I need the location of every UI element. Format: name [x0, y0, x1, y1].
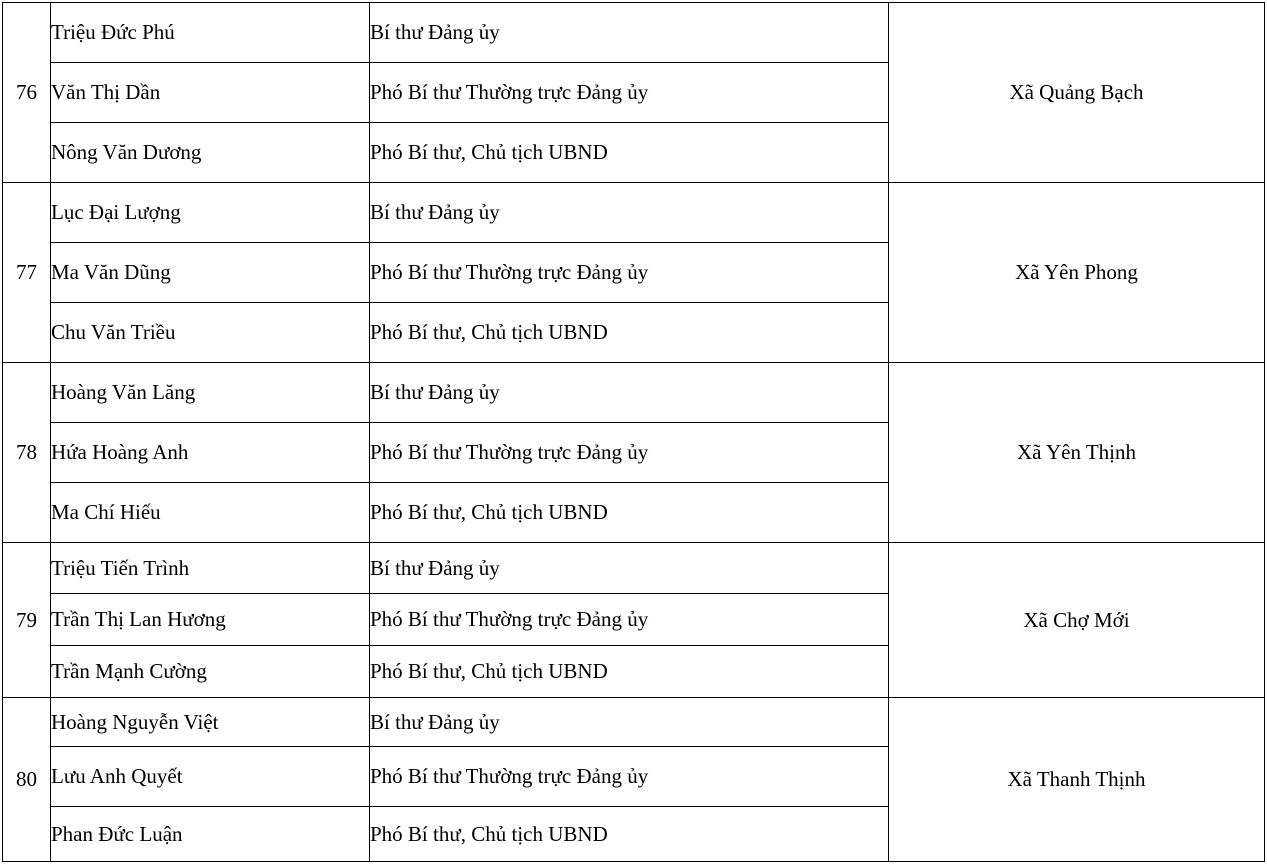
name-cell: Ma Chí Hiếu — [51, 483, 370, 543]
unit-cell: Xã Thanh Thịnh — [889, 698, 1265, 862]
table-row — [3, 363, 1265, 423]
role-cell: Phó Bí thư Thường trực Đảng ủy — [370, 747, 889, 807]
unit-cell: Xã Quảng Bạch — [889, 3, 1265, 183]
name-cell: Phan Đức Luận — [51, 807, 370, 862]
role-cell: Phó Bí thư Thường trực Đảng ủy — [370, 243, 889, 303]
name-cell: Nông Văn Dương — [51, 123, 370, 183]
role-cell: Phó Bí thư Thường trực Đảng ủy — [370, 423, 889, 483]
role-cell: Bí thư Đảng ủy — [370, 363, 889, 423]
name-cell: Lưu Anh Quyết — [51, 747, 370, 807]
table-row — [3, 698, 1265, 747]
table-row — [3, 3, 1265, 63]
name-cell: Trần Thị Lan Hương — [51, 594, 370, 646]
role-cell: Phó Bí thư Thường trực Đảng ủy — [370, 594, 889, 646]
unit-cell: Xã Chợ Mới — [889, 543, 1265, 698]
table-row — [3, 183, 1265, 243]
role-cell: Phó Bí thư, Chủ tịch UBND — [370, 123, 889, 183]
name-cell: Triệu Tiến Trình — [51, 543, 370, 594]
role-cell: Phó Bí thư, Chủ tịch UBND — [370, 807, 889, 862]
role-cell: Phó Bí thư Thường trực Đảng ủy — [370, 63, 889, 123]
role-cell: Bí thư Đảng ủy — [370, 3, 889, 63]
role-cell: Phó Bí thư, Chủ tịch UBND — [370, 303, 889, 363]
stt-cell: 80 — [3, 698, 51, 862]
name-cell: Hoàng Văn Lăng — [51, 363, 370, 423]
table-row — [3, 543, 1265, 594]
role-cell: Phó Bí thư, Chủ tịch UBND — [370, 483, 889, 543]
name-cell: Trần Mạnh Cường — [51, 646, 370, 698]
name-cell: Triệu Đức Phú — [51, 3, 370, 63]
stt-cell: 78 — [3, 363, 51, 543]
name-cell: Hứa Hoàng Anh — [51, 423, 370, 483]
role-cell: Bí thư Đảng ủy — [370, 183, 889, 243]
name-cell: Hoàng Nguyễn Việt — [51, 698, 370, 747]
name-cell: Ma Văn Dũng — [51, 243, 370, 303]
unit-cell: Xã Yên Thịnh — [889, 363, 1265, 543]
name-cell: Văn Thị Dần — [51, 63, 370, 123]
stt-cell: 76 — [3, 3, 51, 183]
stt-cell: 77 — [3, 183, 51, 363]
stt-cell: 79 — [3, 543, 51, 698]
role-cell: Bí thư Đảng ủy — [370, 698, 889, 747]
role-cell: Phó Bí thư, Chủ tịch UBND — [370, 646, 889, 698]
unit-cell: Xã Yên Phong — [889, 183, 1265, 363]
officials-table — [2, 2, 1265, 862]
name-cell: Chu Văn Triều — [51, 303, 370, 363]
role-cell: Bí thư Đảng ủy — [370, 543, 889, 594]
name-cell: Lục Đại Lượng — [51, 183, 370, 243]
